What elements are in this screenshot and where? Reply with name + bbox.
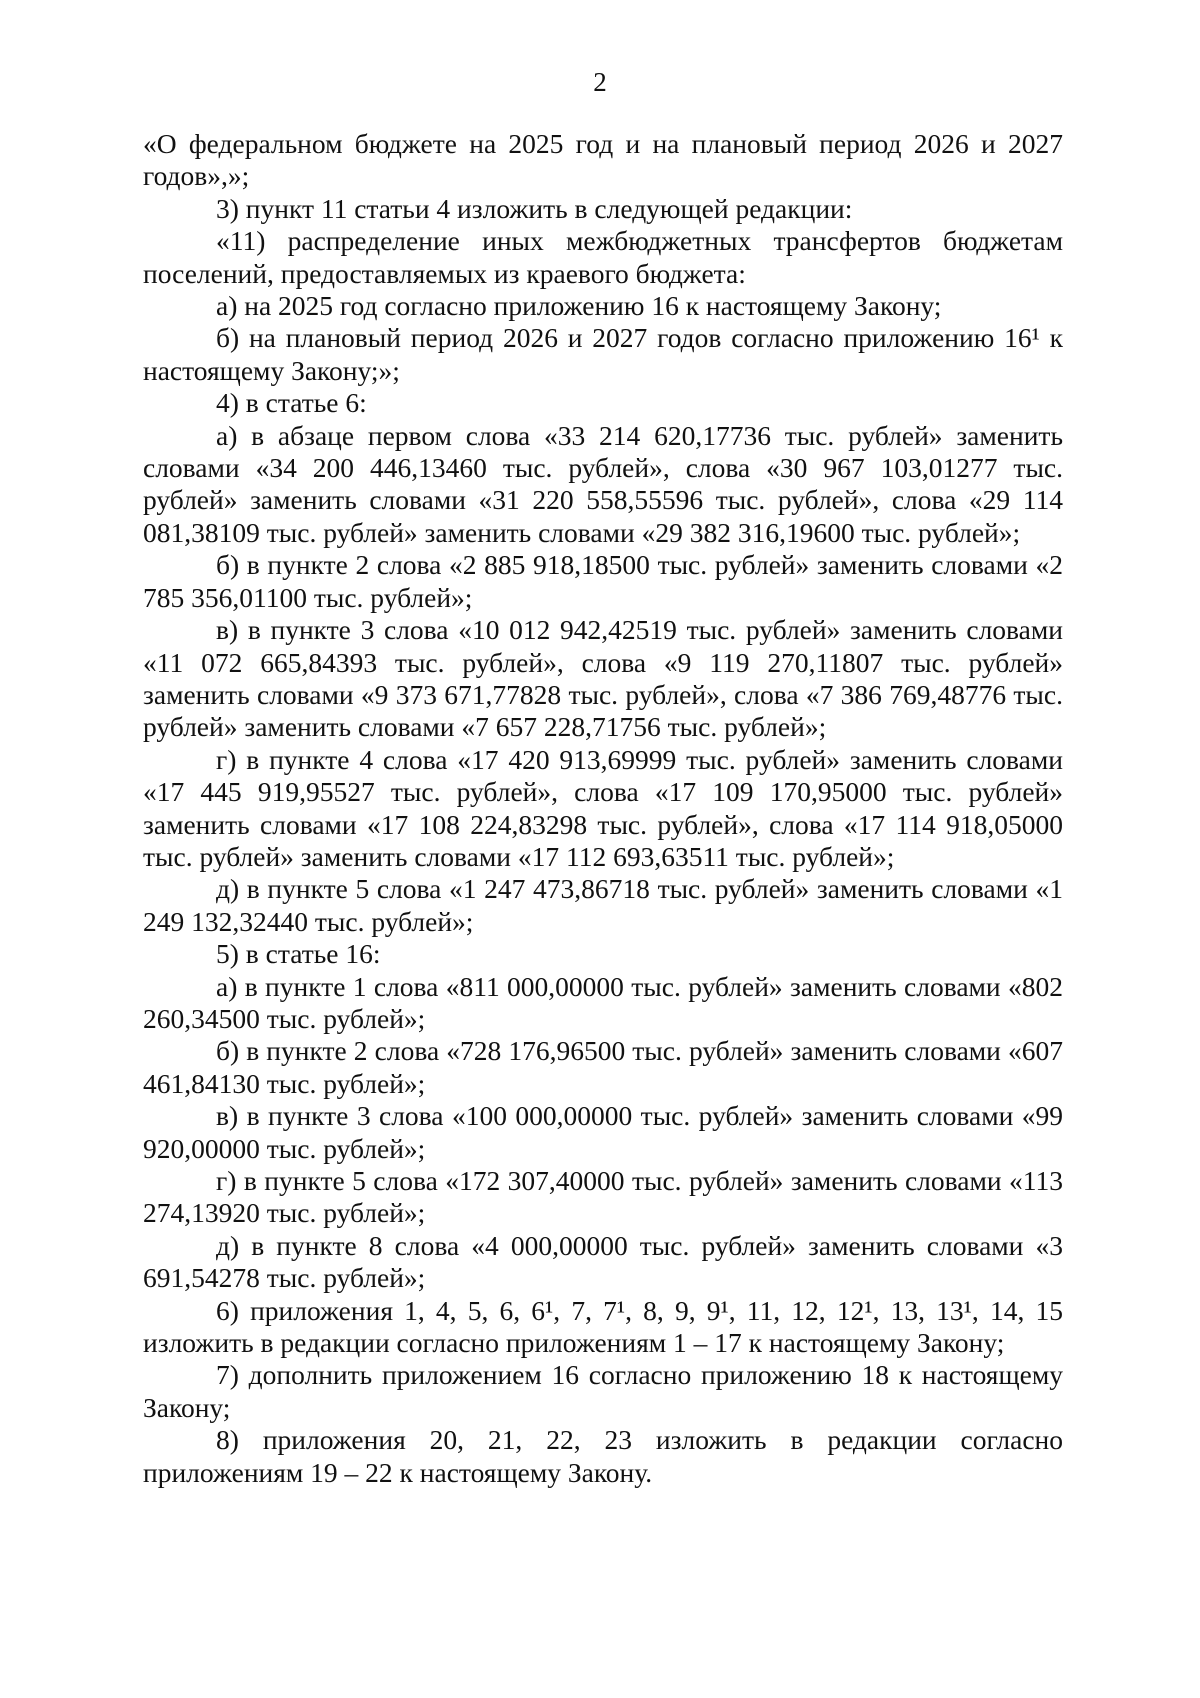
paragraph-item-3: 3) пункт 11 статьи 4 изложить в следующей редакции: [216, 192, 853, 224]
paragraph-item-3-text: «11) распределение иных межбюджетных трансфертов бюджетам поселений, предоставляемых из краевого бюджета: [143, 225, 1063, 289]
paragraph-item-4: 4) в статье 6: [216, 387, 367, 419]
paragraph-item-5-v: в) в пункте 3 слова «100 000,00000 тыс. рублей» заменить словами «99 920,00000 тыс. рублей»; [143, 1100, 1063, 1164]
paragraph-item-4-d: д) в пункте 5 слова «1 247 473,86718 тыс. рублей» заменить словами «1 249 132,32440 тыс. рублей»; [143, 873, 1063, 937]
paragraph-item-5-d: д) в пункте 8 слова «4 000,00000 тыс. рублей» заменить словами «3 691,54278 тыс. рублей»; [143, 1229, 1063, 1294]
paragraph-item-5-g: г) в пункте 5 слова «172 307,40000 тыс. рублей» заменить словами «113 274,13920 тыс. рублей»; [143, 1165, 1063, 1229]
document-body [143, 128, 1063, 1489]
paragraph-item-4-g: г) в пункте 4 слова «17 420 913,69999 тыс. рублей» заменить словами «17 445 919,95527 тыс. рублей», слова «17 109 170,95000 тыс. рублей» заменить словами «17 108 224,83298 тыс. рублей», слова «17 114 918,05000 тыс. рублей» заменить словами «17 112 693,63511 тыс. рублей»; [143, 743, 1063, 872]
page-number: 2 [593, 67, 607, 97]
paragraph-item-4-b: б) в пункте 2 слова «2 885 918,18500 тыс. рублей» заменить словами «2 785 356,01100 тыс. рублей»; [143, 549, 1063, 613]
paragraph-item-7: 7) дополнить приложением 16 согласно приложению 18 к настоящему Закону; [143, 1359, 1063, 1423]
paragraph-item-5-b: б) в пункте 2 слова «728 176,96500 тыс. рублей» заменить словами «607 461,84130 тыс. рублей»; [143, 1035, 1063, 1099]
paragraph-continuation: «О федеральном бюджете на 2025 год и на плановый период 2026 и 2027 годов»,»; [143, 128, 1063, 192]
paragraph-item-5-a: а) в пункте 1 слова «811 000,00000 тыс. рублей» заменить словами «802 260,34500 тыс. рублей»; [143, 970, 1063, 1034]
paragraph-item-6: 6) приложения 1, 4, 5, 6, 6¹, 7, 7¹, 8, 9, 9¹, 11, 12, 12¹, 13, 13¹, 14, 15 изложить в редакции согласно приложениям 1 – 17 к настоящему Закону; [143, 1294, 1063, 1359]
paragraph-item-8: 8) приложения 20, 21, 22, 23 изложить в редакции согласно приложениям 19 – 22 к настоящему Закону. [143, 1424, 1063, 1488]
paragraph-item-3-a: а) на 2025 год согласно приложению 16 к настоящему Закону; [216, 290, 942, 322]
paragraph-item-3-b: б) на плановый период 2026 и 2027 годов согласно приложению 16¹ к настоящему Закону;»; [143, 322, 1063, 386]
paragraph-item-4-a: а) в абзаце первом слова «33 214 620,17736 тыс. рублей» заменить словами «34 200 446,13460 тыс. рублей», слова «30 967 103,01277 тыс. рублей» заменить словами «31 220 558,55596 тыс. рублей», слова «29 114 081,38109 тыс. рублей» заменить словами «29 382 316,19600 тыс. рублей»; [143, 419, 1063, 548]
paragraph-item-4-v: в) в пункте 3 слова «10 012 942,42519 тыс. рублей» заменить словами «11 072 665,84393 тыс. рублей», слова «9 119 270,11807 тыс. рублей» заменить словами «9 373 671,77828 тыс. рублей», слова «7 386 769,48776 тыс. рублей» заменить словами «7 657 228,71756 тыс. рублей»; [143, 614, 1063, 743]
paragraph-item-5: 5) в статье 16: [216, 938, 381, 970]
